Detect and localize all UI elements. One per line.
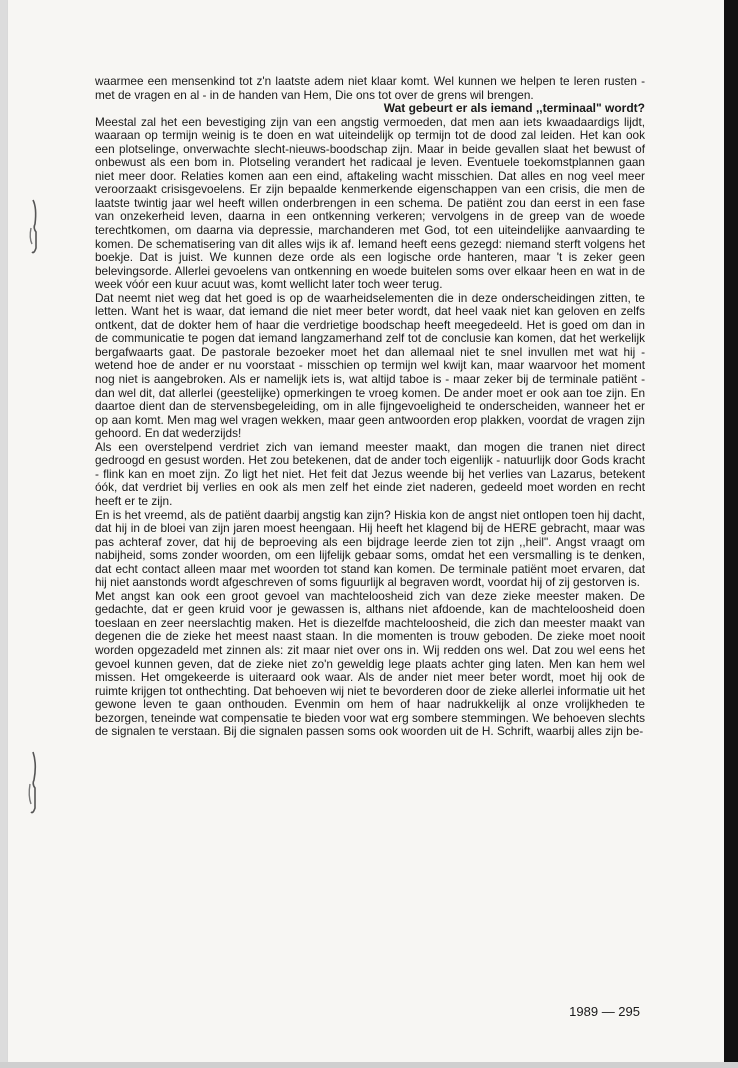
- section-heading: Wat gebeurt er als iemand ,,terminaal" wordt?: [383, 101, 645, 116]
- staple-mark: [26, 750, 40, 816]
- body-paragraph: Dat neemt niet weg dat het goed is op de waarheidselementen die in deze onderscheidingen zitten, te letten. Want het is waar, dat iemand die niet meer beter wordt, dat heel vaak niet kan geloven en zelfs ontkent, dat de dokter hem of haar die verdrietige boodschap heeft meegedeeld. Het is goed om dan in de communicatie te pogen dat iemand langzamerhand zelf tot de conclusie kan komen, dat het werkelijk bergafwaarts gaat. De pastorale bezoeker moet het dan allemaal niet te snel invullen met wat hij - wetend hoe de ander er nu voorstaat - misschien op termijn wel kwijt kan, maar waarvoor het moment nog niet is aangebroken. Als er namelijk iets is, wat altijd taboe is - maar zeker bij de terminale patiënt - dan wel dit, dat allerlei (geestelijke) opmerkingen te vroeg komen. De ander moet er ook aan toe zijn. En daartoe dient dan de stervensbegeleiding, om in alle fijngevoeligheid te onderscheiden, wanneer het er op aan komt. Men mag wel vragen wekken, maar geen antwoorden erop plakken, voordat de vragen zijn gehoord. En dat wederzijds!: [95, 290, 645, 441]
- intro-paragraph: waarmee een mensenkind tot z'n laatste adem niet klaar komt. Wel kunnen we helpen te leren rusten - met de vragen en al - in de handen van Hem, Die ons tot over de grens wil brengen.: [95, 74, 645, 102]
- scan-edge: [724, 0, 738, 1068]
- page-number: 1989 — 295: [569, 1004, 640, 1019]
- document-page: [8, 0, 724, 1062]
- scan-bottom: [0, 1062, 738, 1068]
- body-paragraph: Meestal zal het een bevestiging zijn van een angstig vermoeden, dat men aan iets kwaadaardigs lijdt, waaraan op termijn weinig is te doen en wat uiteindelijk op termijn tot de dood zal leiden. Het kan ook een plotselinge, onverwachte slecht-nieuws-boodschap zijn. Maar in beide gevallen slaat het bewust of onbewust als een bom in. Plotseling verandert het radicaal je leven. Eventuele toekomstplannen gaan niet meer door. Relaties komen aan een eind, aftakeling wacht misschien. Dat alles en nog veel meer veroorzaakt crisisgevoelens. Er zijn bepaalde kenmerkende eigenschappen van een crisis, die men de laatste twintig jaar wel heeft willen onderbrengen in een schema. De patiënt zou dan eerst in een fase van onzekerheid leven, daarna in een ontkenning verkeren; vervolgens in de greep van de woede terechtkomen, om daarna via depressie, marchanderen met God, tot een uiteindelijke aanvaarding te komen. De schematisering van dit alles wijs ik af. Iemand heeft eens gezegd: niemand sterft volgens het boekje. Dat is juist. We kunnen deze orde als een logische orde hanteren, maar 't is zeker geen belevingsorde. Allerlei gevoelens van ontkenning en woede buitelen soms over elkaar heen en wat in de week vóór een kuur acuut was, komt wellicht later toch weer terug.: [95, 114, 645, 292]
- body-paragraph: Met angst kan ook een groot gevoel van machteloosheid zich van deze zieke meester maken. De gedachte, dat er geen kruid voor je gewassen is, althans niet afdoende, kan de machteloosheid doen toeslaan en zeer neerslachtig maken. Het is diezelfde machteloosheid, die zich dan meester maakt van degenen die de zieke het meest naast staan. In die momenten is trouw geboden. De zieke moet nooit worden opgezadeld met zinnen als: zit maar niet over ons in. Wij redden ons wel. Dat zou wel eens het gevoel kunnen geven, dat de zieke niet zo'n geweldig lege plaats achter ging laten. Men kan hem wel missen. Het omgekeerde is uiteraard ook waar. Als de ander niet meer beter wordt, moet hij ook de ruimte krijgen tot onthechting. Dat behoeven wij niet te bevorderen door de zieke allerlei informatie uit het gewone leven te gaan onthouden. Evenmin om hem of haar nadrukkelijk al onze vrolijkheden te bezorgen, teneinde wat compensatie te bieden voor wat erg sombere stemmingen. We behoeven slechts de signalen te verstaan. Bij die signalen passen soms ook woorden uit de H. Schrift, waarbij alles zijn be-: [95, 588, 645, 739]
- staple-mark: [27, 198, 41, 256]
- article-body: [95, 75, 645, 739]
- body-paragraph: Als een overstelpend verdriet zich van iemand meester maakt, dan mogen die tranen niet direct gedroogd en gesust worden. Het zou betekenen, dat de ander toch eigenlijk - natuurlijk door Gods kracht - flink kan en moet zijn. Zo ligt het niet. Het feit dat Jezus weende bij het verlies van Lazarus, betekent óók, dat verdriet bij verlies en ook als men zelf het einde ziet naderen, gedeeld moet worden en recht heeft er te zijn.: [95, 439, 645, 508]
- body-paragraph: En is het vreemd, als de patiënt daarbij angstig kan zijn? Hiskia kon de angst niet ontlopen toen hij dacht, dat hij in de bloei van zijn jaren moest heengaan. Hij heeft het klagend bij de HERE gebracht, maar was pas achteraf zover, dat hij de beproeving als een bijdrage leerde zien tot zijn ,,heil". Angst vraagt om nabijheid, soms zonder woorden, om een lijfelijk gebaar soms, omdat het een versmalling is te denken, dat echt contact alleen maar met woorden tot stand kan komen. De terminale patiënt moet ervaren, dat hij niet aanstonds wordt afgeschreven of soms figuurlijk al begraven wordt, voordat hij of zij gestorven is.: [95, 507, 645, 590]
